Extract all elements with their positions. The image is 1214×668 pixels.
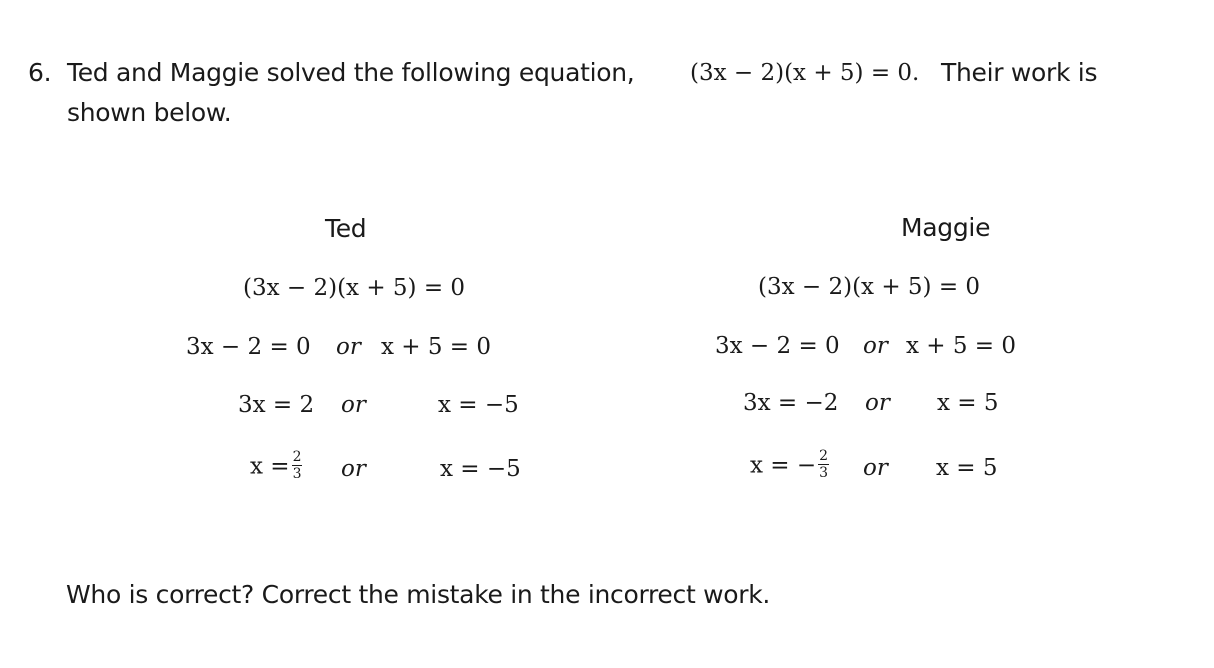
maggie-line4-denominator: 3 (819, 465, 829, 481)
ted-line2-left: 3x − 2 = 0 (186, 334, 311, 360)
problem-equation: (3x − 2)(x + 5) = 0. (690, 60, 920, 86)
ted-line3-right: x = −5 (438, 392, 519, 418)
ted-line4-numerator: 2 (292, 449, 302, 465)
maggie-line1: (3x − 2)(x + 5) = 0 (758, 274, 981, 300)
maggie-line4-or: or (863, 455, 888, 481)
problem-text-line1-end: Their work is (941, 58, 1098, 87)
ted-line4-left (250, 449, 304, 483)
problem-text-line1: Ted and Maggie solved the following equation, (67, 58, 635, 87)
ted-line4-right: x = −5 (440, 456, 521, 482)
maggie-line3-right: x = 5 (937, 390, 999, 416)
ted-line4-denominator: 3 (292, 466, 302, 482)
maggie-line2-or: or (863, 333, 888, 359)
ted-line1: (3x − 2)(x + 5) = 0 (243, 275, 466, 301)
maggie-line2-right: x + 5 = 0 (906, 333, 1017, 359)
maggie-line4-prefix: x = − (750, 452, 817, 479)
ted-line4-prefix: x = (250, 453, 290, 480)
maggie-line3-left: 3x = −2 (743, 390, 839, 416)
ted-line4-or: or (341, 456, 366, 482)
maggie-line4-left (750, 448, 831, 482)
maggie-line4-numerator: 2 (819, 448, 829, 464)
problem-number: 6. (28, 58, 52, 87)
maggie-line4-fraction (818, 449, 829, 480)
ted-line2-right: x + 5 = 0 (381, 334, 492, 360)
question-text: Who is correct? Correct the mistake in the incorrect work. (66, 580, 771, 609)
maggie-heading: Maggie (901, 213, 991, 242)
ted-line4-fraction (292, 450, 303, 481)
ted-line3-left: 3x = 2 (238, 392, 315, 418)
ted-heading: Ted (325, 214, 367, 243)
maggie-line3-or: or (865, 390, 890, 416)
ted-line3-or: or (341, 392, 366, 418)
maggie-line2-left: 3x − 2 = 0 (715, 333, 840, 359)
problem-text-line2: shown below. (67, 98, 232, 127)
ted-line2-or: or (336, 334, 361, 360)
maggie-line4-right: x = 5 (936, 455, 998, 481)
